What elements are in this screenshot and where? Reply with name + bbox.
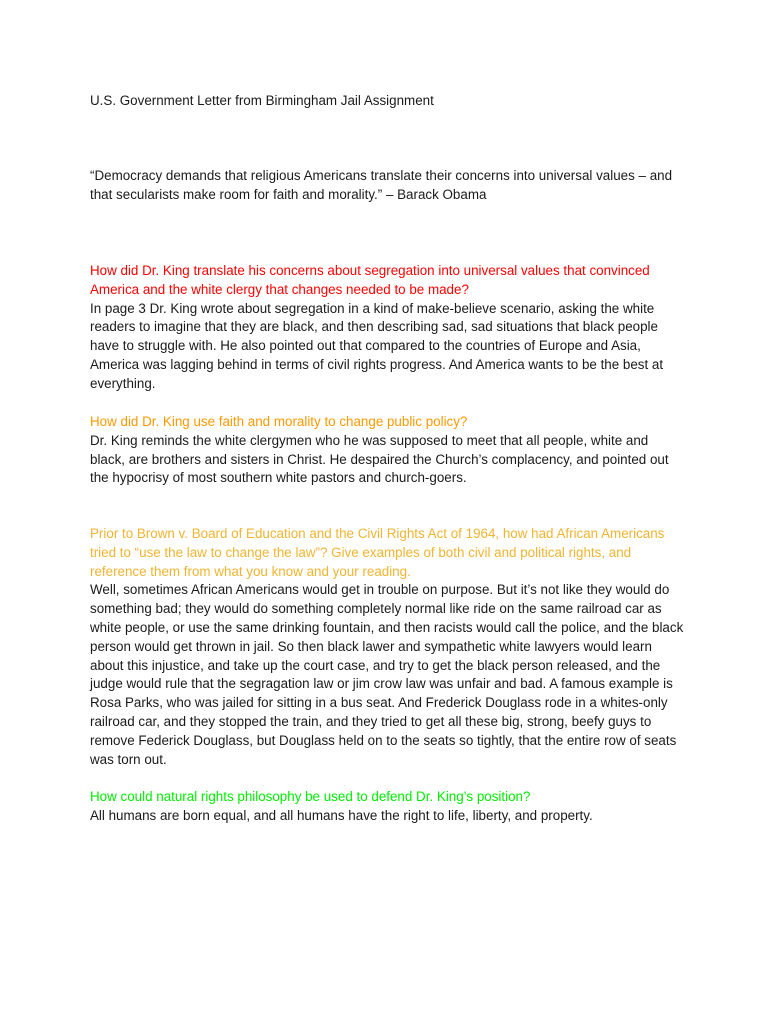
answer-2: Dr. King reminds the white clergymen who he was supposed to meet that all people, white and black, are brothers and sisters in Christ. He despaired the Church’s complacency, and pointed out the hypocrisy of most southern white pastors and church-goers. xyxy=(90,432,669,486)
answer-4: All humans are born equal, and all humans have the right to life, liberty, and property. xyxy=(90,807,593,823)
question-4: How could natural rights philosophy be used to defend Dr. King’s position? xyxy=(90,789,531,804)
question-3: Prior to Brown v. Board of Education and the Civil Rights Act of 1964, how had African Americans tried to “use the law to change the law”? Give examples of both civil and political rights, and reference them from what you know and your reading. xyxy=(90,526,665,579)
answer-1: In page 3 Dr. King wrote about segregation in a kind of make-believe scenario, asking the white readers to imagine that they are black, and then describing sad, sad situations that black people have to struggle with. He also pointed out that compared to the countries of Europe and Asia, America was lagging behind in terms of civil rights progress. And America wants to be the best at everything. xyxy=(90,300,664,391)
section-faith-morality xyxy=(90,413,686,488)
obama-quote: “Democracy demands that religious Americans translate their concerns into universal values – and that secularists make room for faith and morality.” – Barack Obama xyxy=(90,168,673,202)
document-title: U.S. Government Letter from Birmingham Jail Assignment xyxy=(90,93,434,108)
question-1: How did Dr. King translate his concerns about segregation into universal values that convinced America and the white clergy that changes needed to be made? xyxy=(90,263,650,297)
question-2: How did Dr. King use faith and morality to change public policy? xyxy=(90,414,468,429)
section-natural-rights xyxy=(90,788,686,826)
section-segregation-universal-values xyxy=(90,262,686,394)
answer-3: Well, sometimes African Americans would get in trouble on purpose. But it’s not like they would do something bad; they would do something completely normal like ride on the same railroad car as white people, or use the same drinking fountain, and then racists would call the police, and the black person would get thrown in jail. So then black lawer and sympathetic white lawyers would learn about this injustice, and take up the court case, and try to get the black person released, and the judge would rule that the segragation law or jim crow law was unfair and bad. A famous example is Rosa Parks, who was jailed for sitting in a bus seat. And Frederick Douglass rode in a whites-only railroad car, and they stopped the train, and they tried to get all these big, strong, beefy guys to remove Federick Douglass, but Douglass held on to the seats so tightly, that the entire row of seats was torn out. xyxy=(90,582,684,767)
section-use-law-to-change-law xyxy=(90,525,686,769)
document-page xyxy=(90,0,690,1024)
